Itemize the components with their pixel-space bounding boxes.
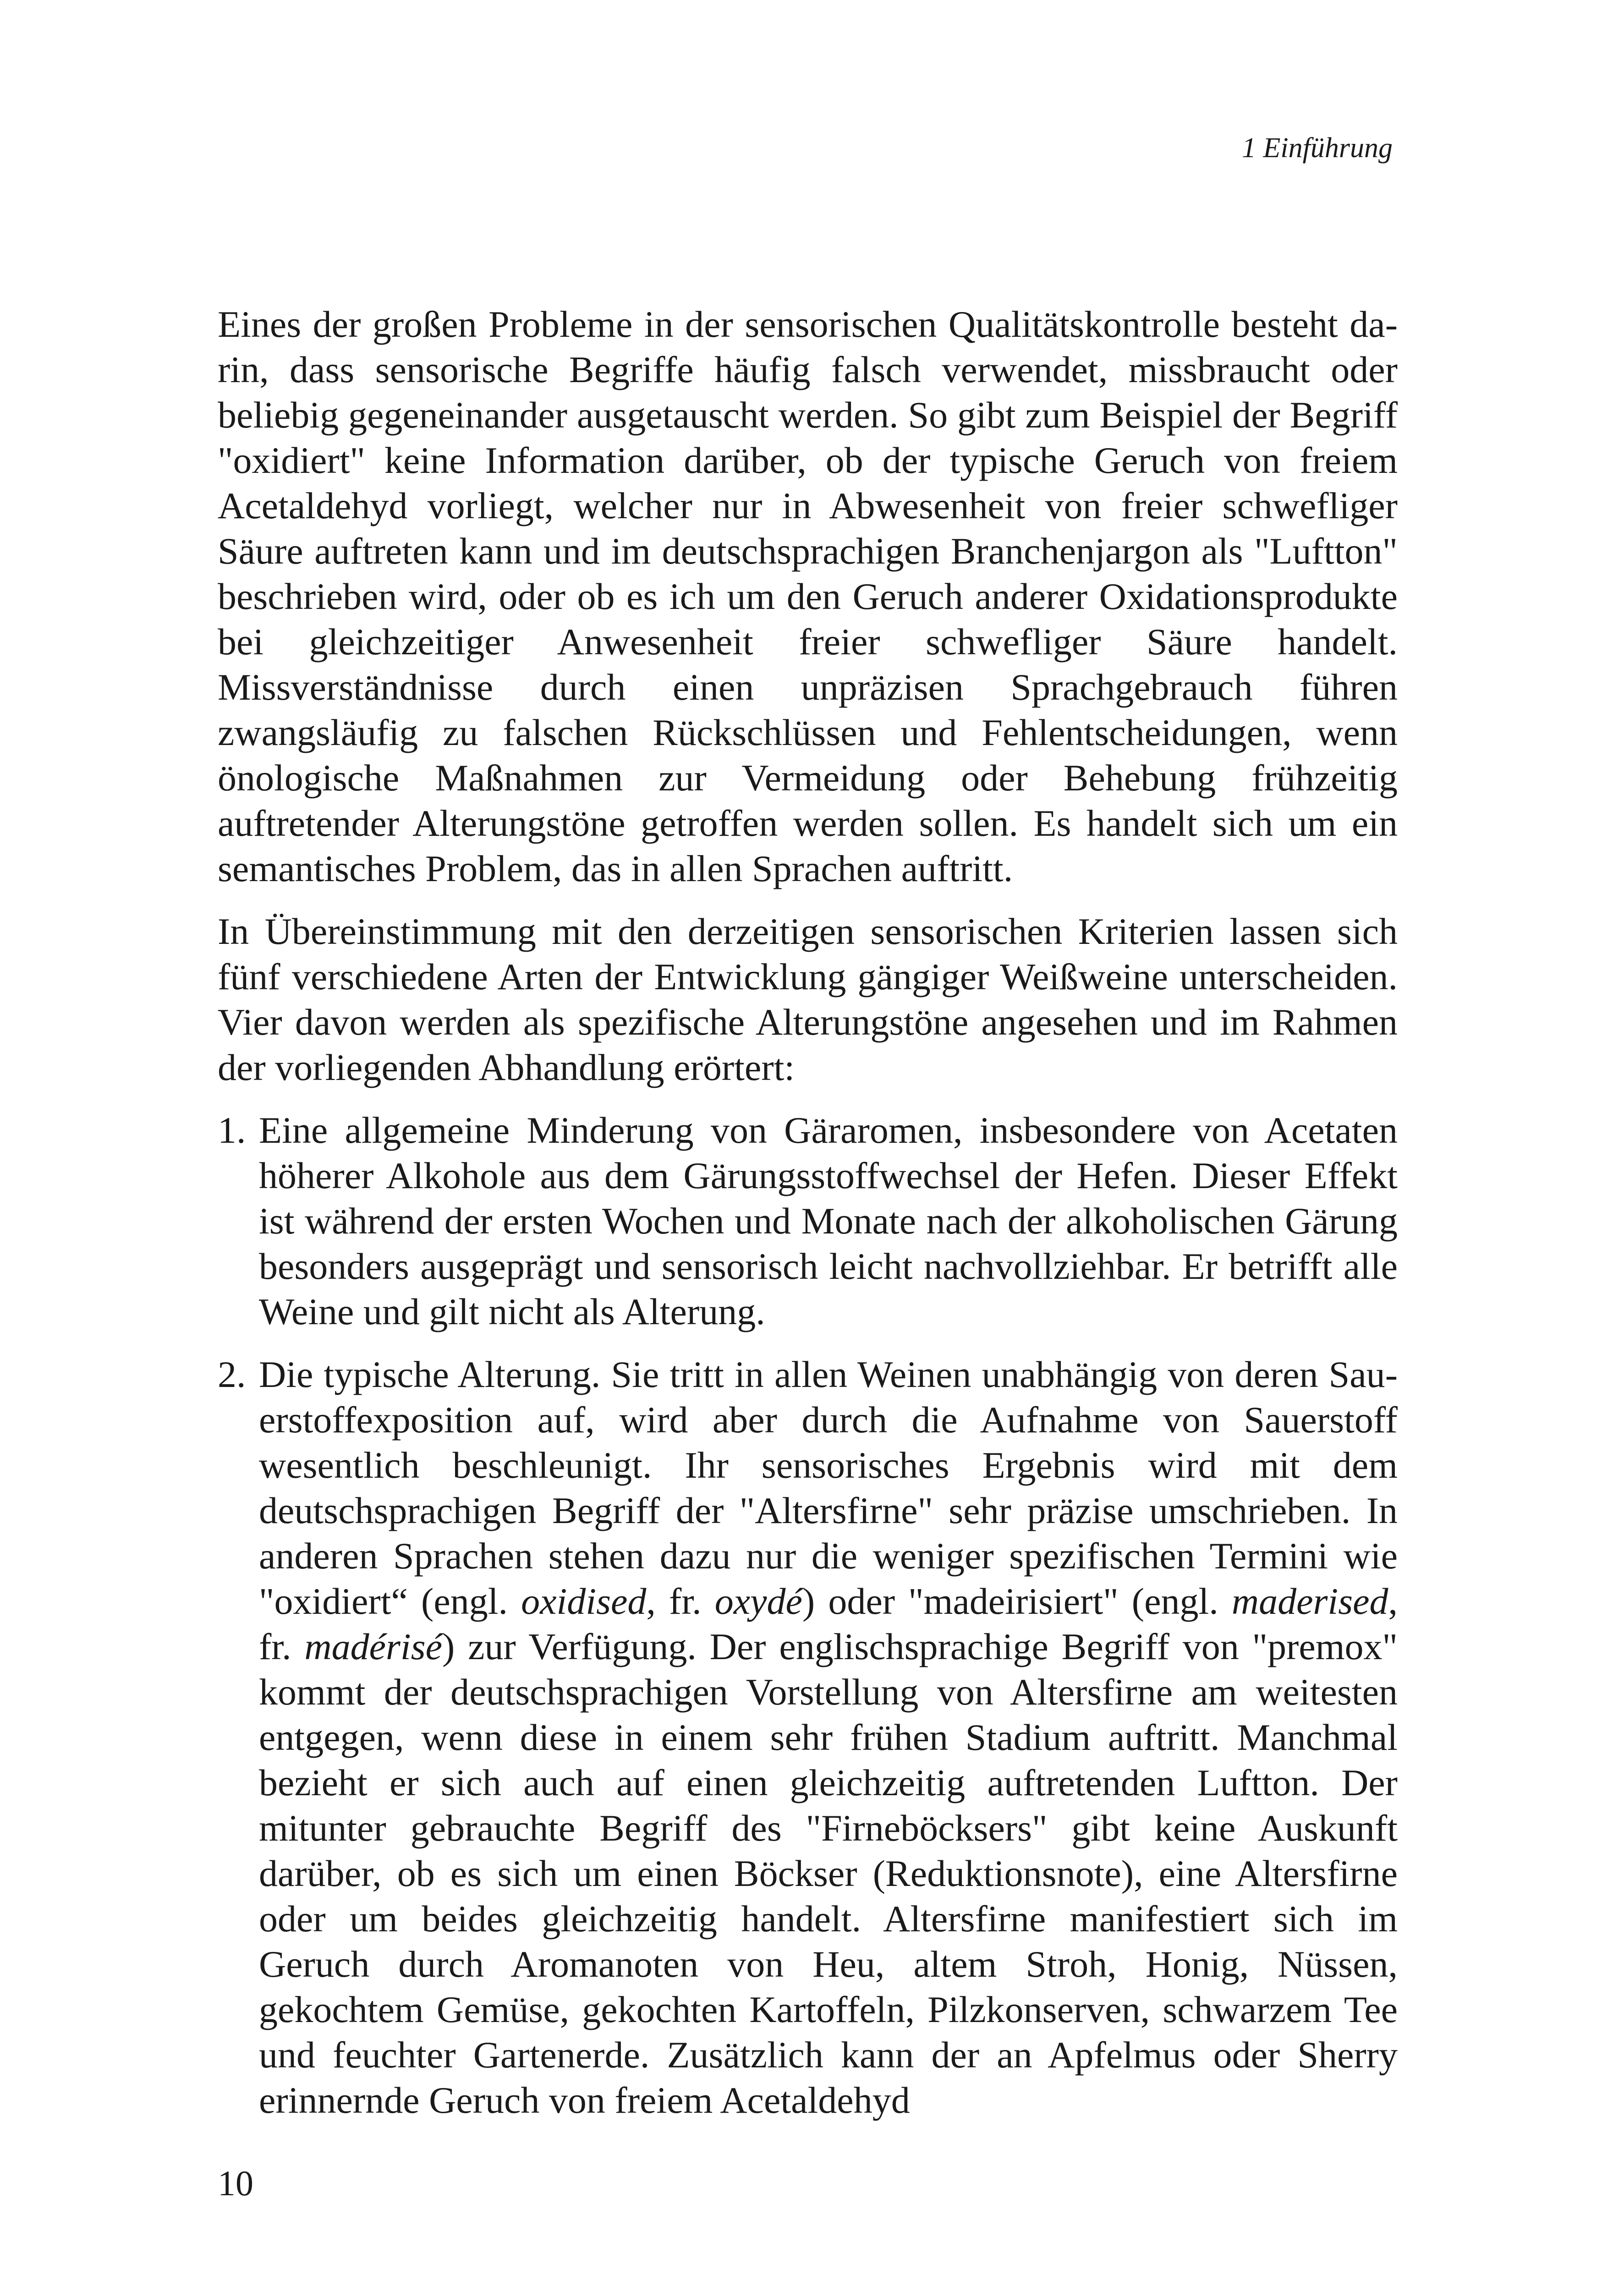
text-segment: Die typische Alterung. Sie tritt in allen Weinen unabhängig von deren Sauerstoffexposition auf, wird aber durch die Aufnahme von Sauerstoff wesentlich beschleunigt. Ihr sensorisches Ergebnis wird mit dem deutschsprachigen Begriff der "Altersfirne" sehr präzise umschrieben. In anderen Sprachen stehen dazu nur die weniger spezifischen Termini wie "oxidiert“ (engl.: [259, 1354, 1398, 1622]
text-segment: ) zur Verfügung. Der englischsprachige Begriff von "premox" kommt der deutschsprachigen Vorstellung von Altersfirne am weitesten entgegen, wenn diese in einem sehr frühen Stadium auftritt. Manchmal bezieht er sich auch auf einen gleichzeitig auftretenden Luftton. Der mitunter gebrauchte Begriff des "Firneböcksers" gibt keine Auskunft darüber, ob es sich um einen Böckser (Reduktionsnote), eine Altersfirne oder um beides gleichzeitig handelt. Altersfirne manifestiert sich im Geruch durch Aromanoten von Heu, altem Stroh, Honig, Nüssen, gekochtem Gemüse, gekochten Kartoffeln, Pilzkonserven, schwarzem Tee und feuchter Gartenerde. Zusätzlich kann der an Apfelmus oder Sherry erinnernde Geruch von freiem Acetaldehyd: [259, 1626, 1398, 2121]
list-item-text: Eine allgemeine Minderung von Gäraromen, insbesondere von Acetaten höherer Alkohole aus dem Gärungsstoffwechsel der Hefen. Dieser Effekt ist während der ersten Wochen und Monate nach der alkoholischen Gärung besonders ausgeprägt und sensorisch leicht nachvollziehbar. Er betrifft alle Weine und gilt nicht als Alterung.: [259, 1109, 1398, 1332]
italic-term: oxydé: [714, 1580, 802, 1622]
paragraph: In Übereinstimmung mit den derzeitigen sensorischen Kriterien lassen sich fünf verschiedene Arten der Entwicklung gängiger Weißweine unterscheiden. Vier davon werden als spezifische Alterungstöne angesehen und im Rahmen der vorliegenden Abhandlung erörtert:: [218, 910, 1398, 1088]
italic-term: oxidised: [521, 1580, 647, 1622]
list-number: 1.: [218, 1109, 246, 1151]
numbered-list: [218, 1107, 1398, 2123]
list-number: 2.: [218, 1354, 246, 1395]
paragraph: Eines der großen Probleme in der sensorischen Qualitätskontrolle besteht darin, dass sensorische Begriffe häufig falsch verwendet, missbraucht oder beliebig gegeneinander ausgetauscht werden. So gibt zum Beispiel der Begriff "oxidiert" keine Information darüber, ob der typische Geruch von freiem Acetaldehyd vorliegt, welcher nur in Abwesenheit von freier schwefliger Säure auftreten kann und im deutschsprachigen Branchenjargon als "Luftton" beschrieben wird, oder ob es ich um den Geruch anderer Oxidationsprodukte bei gleichzeitiger Anwesenheit freier schwefliger Säure handelt. Missverständnisse durch einen unpräzisen Sprachgebrauch führen zwangsläufig zu falschen Rückschlüssen und Fehlentscheidungen, wenn önologische Maßnahmen zur Vermeidung oder Behebung frühzeitig auftretender Alterungstöne getroffen werden sollen. Es handelt sich um ein semantisches Problem, das in allen Sprachen auftritt.: [218, 303, 1398, 889]
italic-term: madérisé: [304, 1626, 443, 1667]
page-number: 10: [218, 2163, 253, 2203]
italic-term: maderised: [1231, 1580, 1388, 1622]
text-segment: , fr.: [646, 1580, 715, 1622]
text-segment: ) oder "madeirisiert" (engl.: [802, 1580, 1232, 1622]
text-segment: , fr.: [259, 1580, 1398, 1667]
body-text: [218, 301, 1398, 2140]
list-item-text: [259, 1354, 1398, 2121]
list-item: [218, 1352, 1398, 2123]
list-item: [218, 1107, 1398, 1334]
running-header: 1 Einführung: [1242, 132, 1393, 164]
